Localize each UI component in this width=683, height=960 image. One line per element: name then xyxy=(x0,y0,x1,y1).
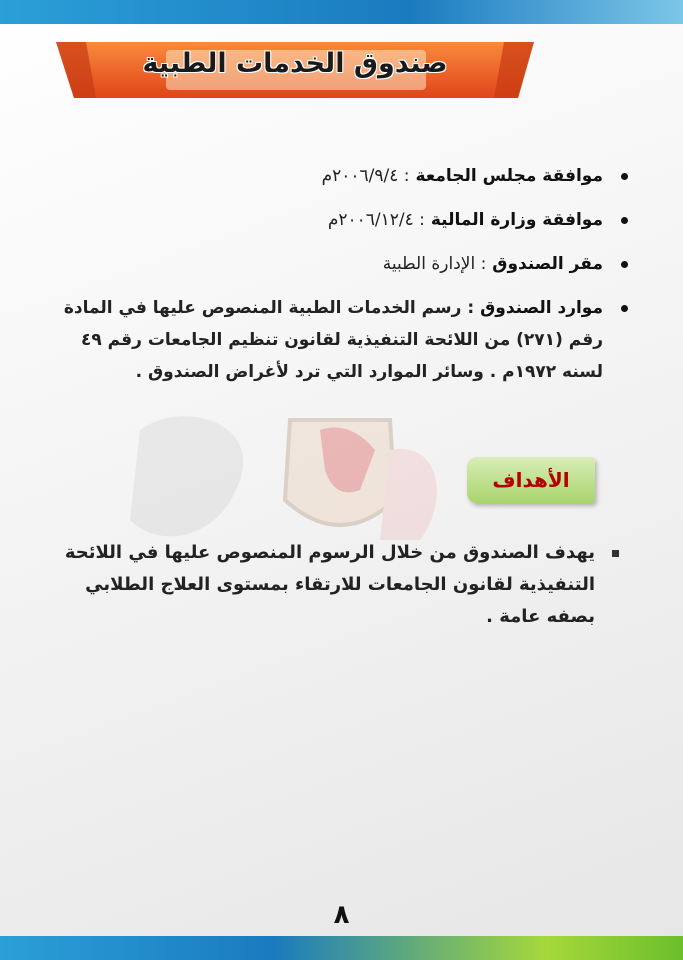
list-item xyxy=(58,160,628,192)
goals-list xyxy=(63,537,623,633)
fund-info-list xyxy=(58,160,628,400)
list-item xyxy=(58,292,628,388)
title-banner xyxy=(56,40,534,100)
goals-heading: الأهداف xyxy=(492,468,570,492)
bottom-color-bar xyxy=(0,936,683,960)
item-key: موافقة مجلس الجامعة xyxy=(415,166,603,186)
page-number: ٨ xyxy=(333,900,350,930)
goal-text: يهدف الصندوق من خلال الرسوم المنصوص عليها في اللائحة التنفيذية لقانون الجامعات للارتقاء بمستوى العلاج الطلابي بصفه عامة . xyxy=(64,542,595,627)
list-item xyxy=(58,248,628,280)
university-seal-watermark xyxy=(120,390,460,560)
list-item xyxy=(58,204,628,236)
top-color-bar xyxy=(0,0,683,24)
item-value: : ٢٠٠٦/١٢/٤م xyxy=(327,210,425,230)
item-value: : رسم الخدمات الطبية المنصوص عليها في المادة رقم (٢٧١) من اللائحة التنفيذية لقانون تنظيم الجامعات رقم ٤٩ لسنه ١٩٧٢م . وسائر الموارد التي ترد لأغراض الصندوق . xyxy=(63,298,603,382)
bullet-dot-icon xyxy=(621,261,628,268)
bullet-dot-icon xyxy=(621,305,628,312)
item-key: موافقة وزارة المالية xyxy=(430,210,603,230)
page-title: صندوق الخدمات الطبية xyxy=(142,48,448,79)
bullet-dot-icon xyxy=(621,173,628,180)
item-key: مقر الصندوق xyxy=(492,254,603,274)
bullet-dot-icon xyxy=(621,217,628,224)
square-bullet-icon xyxy=(612,550,619,557)
item-value: : ٢٠٠٦/٩/٤م xyxy=(321,166,410,186)
item-value: : الإدارة الطبية xyxy=(382,254,487,274)
list-item xyxy=(63,537,623,633)
goals-heading-banner xyxy=(467,457,595,503)
item-key: موارد الصندوق xyxy=(480,298,603,318)
